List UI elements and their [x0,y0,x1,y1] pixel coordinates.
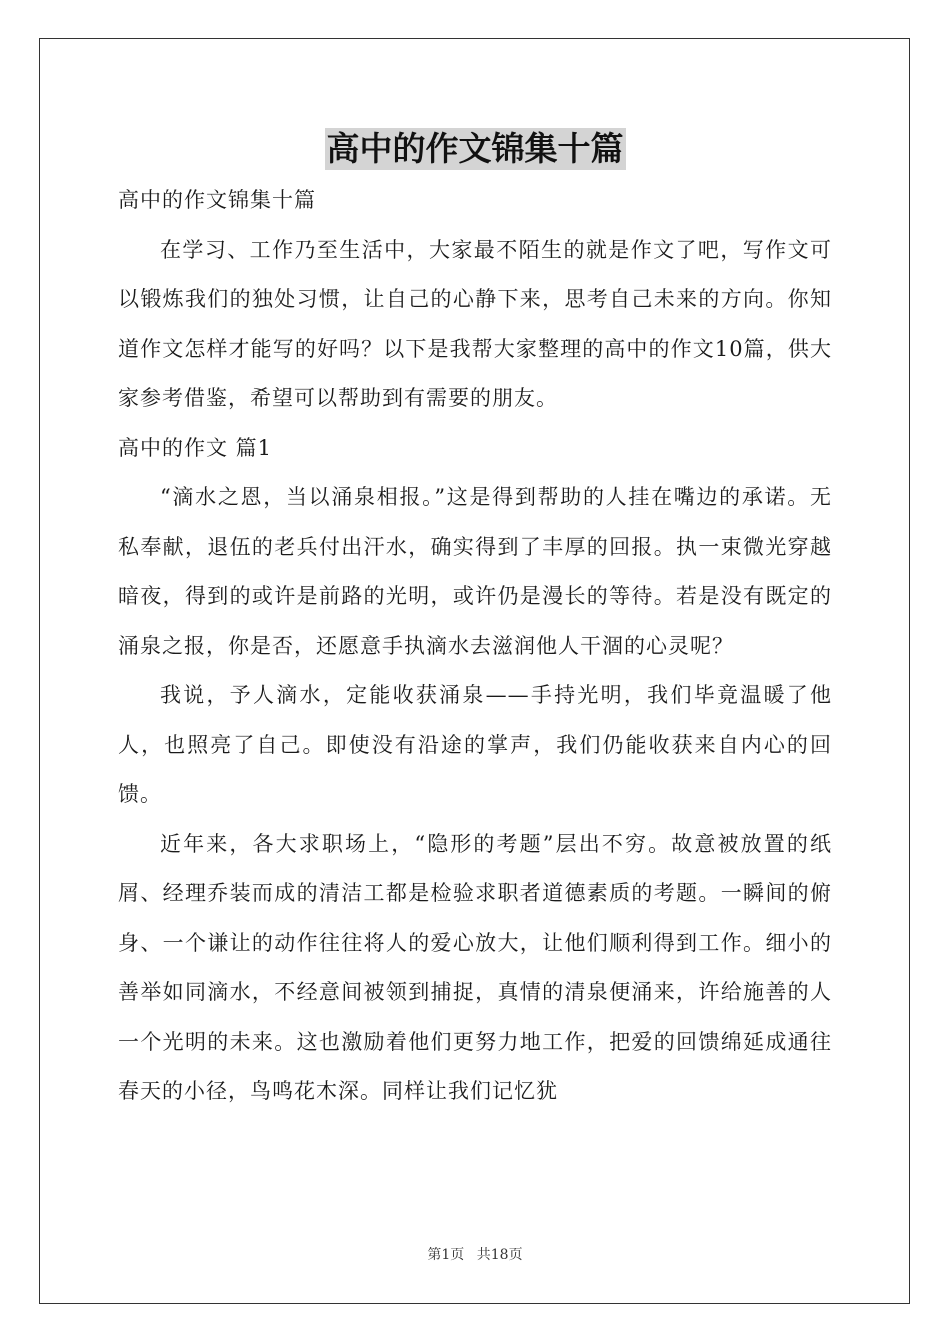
body-paragraph: 我说，予人滴水，定能收获涌泉——手持光明，我们毕竟温暖了他人，也照亮了自己。即使没有沿途的掌声，我们仍能收获来自内心的回馈。 [118,683,832,806]
body-paragraph: “滴水之恩，当以涌泉相报。”这是得到帮助的人挂在嘴边的承诺。无私奉献，退伍的老兵付出汗水，确实得到了丰厚的回报。执一束微光穿越暗夜，得到的或许是前路的光明，或许仍是漫长的等待。若是没有既定的涌泉之报，你是否，还愿意手执滴水去滋润他人干涸的心灵呢？ [118,485,832,658]
title-area [0,128,950,170]
body-paragraph: 在学习、工作乃至生活中，大家最不陌生的就是作文了吧，写作文可以锻炼我们的独处习惯，让自己的心静下来，思考自己未来的方向。你知道作文怎样才能写的好吗？以下是我帮大家整理的高中的作文10篇，供大家参考借鉴，希望可以帮助到有需要的朋友。 [118,237,832,410]
document-title: 高中的作文锦集十篇 [326,129,624,168]
body-paragraph: 近年来，各大求职场上，“隐形的考题”层出不穷。故意被放置的纸屑、经理乔装而成的清洁工都是检验求职者道德素质的考题。一瞬间的俯身、一个谦让的动作往往将人的爱心放大，让他们顺利得到工作。细小的善举如同滴水，不经意间被领到捕捉，真情的清泉便涌来，许给施善的人一个光明的未来。这也激励着他们更努力地工作，把爱的回馈绵延成通往春天的小径，鸟鸣花木深。同样让我们记忆犹 [118,831,832,1103]
page-total: 共18页 [476,1247,523,1263]
page-number: 第1页 [427,1247,465,1263]
page-footer [0,1244,950,1264]
section-heading: 高中的作文 篇1 [118,435,273,460]
document-body [118,176,832,1117]
section-heading: 高中的作文锦集十篇 [118,188,316,212]
